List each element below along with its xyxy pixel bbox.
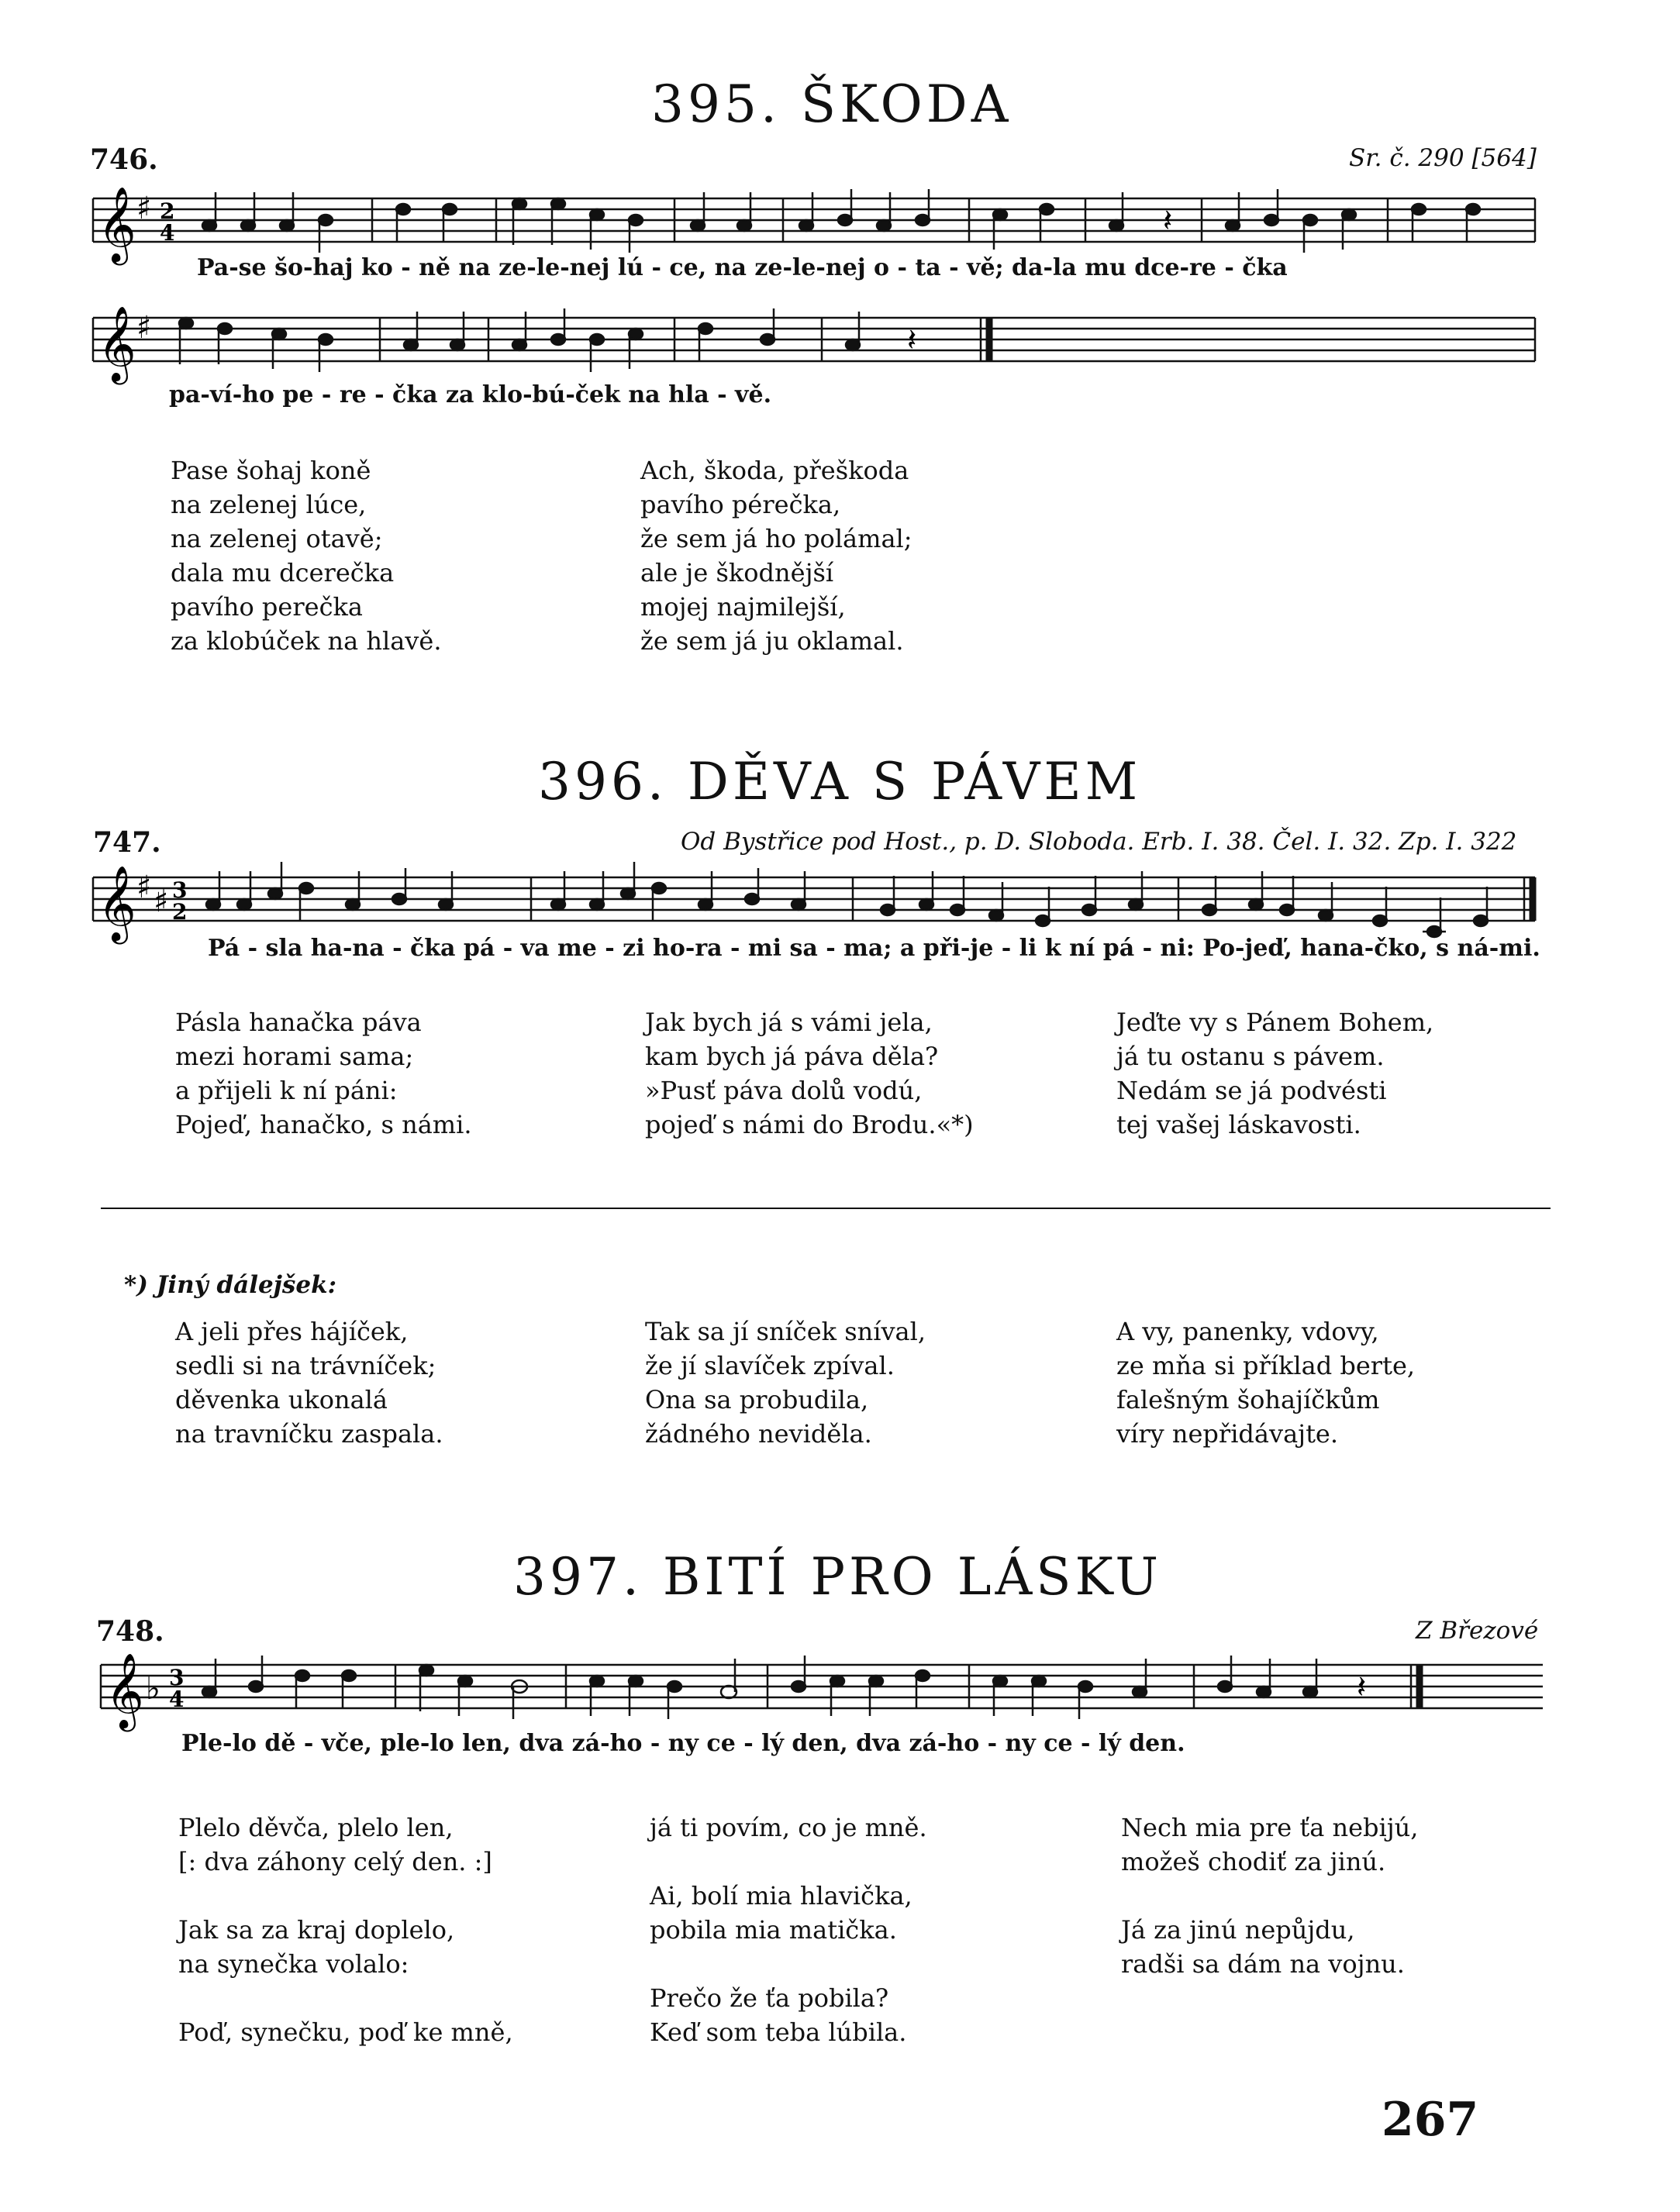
verse-line: na zelenej lúce,	[171, 490, 367, 519]
verse-line: víry nepřidávajte.	[1116, 1419, 1339, 1449]
svg-text:3: 3	[169, 1665, 185, 1690]
verse-line: Tak sa jí sníček sníval,	[645, 1317, 926, 1346]
verse-line: Poď, synečku, poď ke mně,	[178, 2017, 513, 2047]
verse-line: Ona sa probudila,	[645, 1385, 869, 1414]
verse-line: pobila mia matička.	[650, 1915, 897, 1945]
verse-line: Jak bych já s vámi jela,	[645, 1008, 933, 1037]
treble-clef-icon: 𝄞	[98, 186, 136, 262]
stanza-gap	[650, 1845, 927, 1879]
stanza-gap	[650, 1947, 927, 1981]
verse-line: mojej najmilejší,	[640, 592, 846, 622]
verse-line: ale je škodnější	[640, 558, 834, 587]
verse-column-397-3	[1121, 1811, 1418, 1981]
treble-clef-icon: 𝄞	[98, 865, 136, 941]
sharp-icon: ♯	[136, 310, 152, 346]
verse-line: děvenka ukonalá	[175, 1385, 388, 1414]
verse-line: možeš chodiť za jinú.	[1121, 1847, 1386, 1876]
verse-line: Nech mia pre ťa nebijú,	[1121, 1813, 1419, 1842]
verse-line: falešným šohajíčkům	[1116, 1385, 1380, 1414]
verse-line: dala mu dcerečka	[171, 558, 395, 587]
verse-column-397-2	[650, 1811, 927, 2049]
rest-icon: 𝄽	[1357, 1669, 1367, 1705]
song-title-396: 396. DĚVA S PÁVEM	[538, 752, 1142, 811]
verse-line: Ach, škoda, přeškoda	[640, 456, 909, 485]
source-note-395: Sr. č. 290 [564]	[1349, 144, 1537, 172]
verse-line: Nedám se já podvésti	[1116, 1076, 1387, 1105]
verse-column-395-1	[171, 453, 441, 658]
song-title-395: 395. ŠKODA	[651, 74, 1012, 134]
tune-number-748: 748.	[96, 1615, 164, 1648]
verse-line: pavího pérečka,	[640, 490, 841, 519]
verse-line: Pojeď, hanačko, s námi.	[175, 1110, 472, 1139]
lyrics-line-748: Ple-lo dě - vče, ple-lo len, dva zá-ho - ny ce - lý den, dva zá-ho - ny ce - lý den.	[181, 1730, 1185, 1757]
music-staff-747	[85, 854, 1543, 947]
verse-column-397-1	[178, 1811, 513, 2049]
tune-number-747: 747.	[93, 826, 161, 859]
sharp-icon: ♯	[136, 191, 152, 226]
verse-line: pavího perečka	[171, 592, 363, 622]
music-staff-746-b	[85, 295, 1543, 388]
verse-line: ze mňa si příklad berte,	[1116, 1351, 1416, 1380]
footnote-divider	[101, 1208, 1551, 1209]
verse-line: Keď som teba lúbila.	[650, 2017, 907, 2047]
stanza-gap	[178, 1879, 513, 1913]
verse-line: kam bych já páva děla?	[645, 1042, 939, 1071]
flat-icon: ♭	[146, 1671, 160, 1707]
verse-line: na synečka volalo:	[178, 1949, 409, 1979]
song-title-397: 397. BITÍ PRO LÁSKU	[513, 1547, 1163, 1607]
verse-line: Plelo děvča, plelo len,	[178, 1813, 454, 1842]
page-number: 267	[1382, 2093, 1479, 2147]
svg-text:2: 2	[160, 198, 175, 224]
verse-line: Pásla hanačka páva	[175, 1008, 422, 1037]
verse-line: Jak sa za kraj doplelo,	[178, 1915, 455, 1945]
verse-line: já ti povím, co je mně.	[650, 1813, 927, 1842]
verse-line: radši sa dám na vojnu.	[1121, 1949, 1405, 1979]
verse-line: já tu ostanu s pávem.	[1116, 1042, 1385, 1071]
verse-column-396-1	[175, 1005, 472, 1142]
verse-line: Já za jinú nepůjdu,	[1121, 1915, 1355, 1945]
verse-line: na travníčku zaspala.	[175, 1419, 443, 1449]
rest-icon: 𝄽	[1163, 203, 1173, 239]
verse-line: A jeli přes hájíček,	[175, 1317, 409, 1346]
verse-line: sedli si na trávníček;	[175, 1351, 436, 1380]
lyrics-line-746-b: pa-ví-ho pe - re - čka za klo-bú-ček na hla - vě.	[169, 381, 772, 408]
verse-line: že sem já ho polámal;	[640, 524, 912, 553]
verse-line: Jeďte vy s Pánem Bohem,	[1116, 1008, 1434, 1037]
verse-line: [: dva záhony celý den. :]	[178, 1847, 492, 1876]
source-note-396: Od Bystřice pod Host., p. D. Sloboda. Erb. I. 38. Čel. I. 32. Zp. I. 322	[681, 828, 1517, 856]
footnote-column-2	[645, 1314, 926, 1451]
verse-line: žádného neviděla.	[645, 1419, 872, 1449]
treble-clef-icon: 𝄞	[98, 305, 136, 381]
footnote-label: *) Jiný dálejšek:	[124, 1271, 337, 1299]
sharp-icon: ♯	[154, 884, 169, 919]
verse-line: že jí slavíček zpíval.	[645, 1351, 895, 1380]
stanza-gap	[178, 1981, 513, 2015]
verse-line: na zelenej otavě;	[171, 524, 383, 553]
source-note-397: Z Březové	[1416, 1617, 1539, 1645]
verse-line: Pase šohaj koně	[171, 456, 371, 485]
svg-text:4: 4	[169, 1687, 185, 1712]
svg-text:2: 2	[172, 899, 188, 925]
rest-icon: 𝄽	[907, 322, 917, 358]
verse-line: A vy, panenky, vdovy,	[1116, 1317, 1379, 1346]
verse-line: že sem já ju oklamal.	[640, 626, 904, 656]
verse-line: »Pusť páva dolů vodú,	[645, 1076, 923, 1105]
verse-line: Prečo že ťa pobila?	[650, 1983, 889, 2013]
stanza-gap	[1121, 1879, 1418, 1913]
tune-number-746: 746.	[90, 143, 158, 176]
verse-line: a přijeli k ní páni:	[175, 1076, 398, 1105]
verse-line: mezi horami sama;	[175, 1042, 414, 1071]
sharp-icon: ♯	[136, 870, 152, 905]
svg-text:3: 3	[172, 877, 188, 903]
lyrics-line-746-a: Pa-se šo-haj ko - ně na ze-le-nej lú - ce, na ze-le-nej o - ta - vě; da-la mu dce-re - čka	[197, 254, 1288, 281]
svg-text:4: 4	[160, 220, 175, 246]
footnote-column-1	[175, 1314, 443, 1451]
verse-column-396-3	[1116, 1005, 1433, 1142]
verse-line: Ai, bolí mia hlavička,	[650, 1881, 912, 1911]
footnote-column-3	[1116, 1314, 1415, 1451]
verse-line: za klobúček na hlavě.	[171, 626, 442, 656]
verse-line: pojeď s námi do Brodu.«*)	[645, 1110, 974, 1139]
treble-clef-icon: 𝄞	[105, 1652, 144, 1728]
lyrics-line-747: Pá - sla ha-na - čka pá - va me - zi ho-ra - mi sa - ma; a při-je - li k ní pá - ni: Po-jeď, hana-čko, s ná-mi.	[208, 935, 1540, 962]
verse-line: tej vašej láskavosti.	[1116, 1110, 1361, 1139]
verse-column-396-2	[645, 1005, 974, 1142]
verse-column-395-2	[640, 453, 912, 658]
music-staff-748	[93, 1642, 1551, 1735]
